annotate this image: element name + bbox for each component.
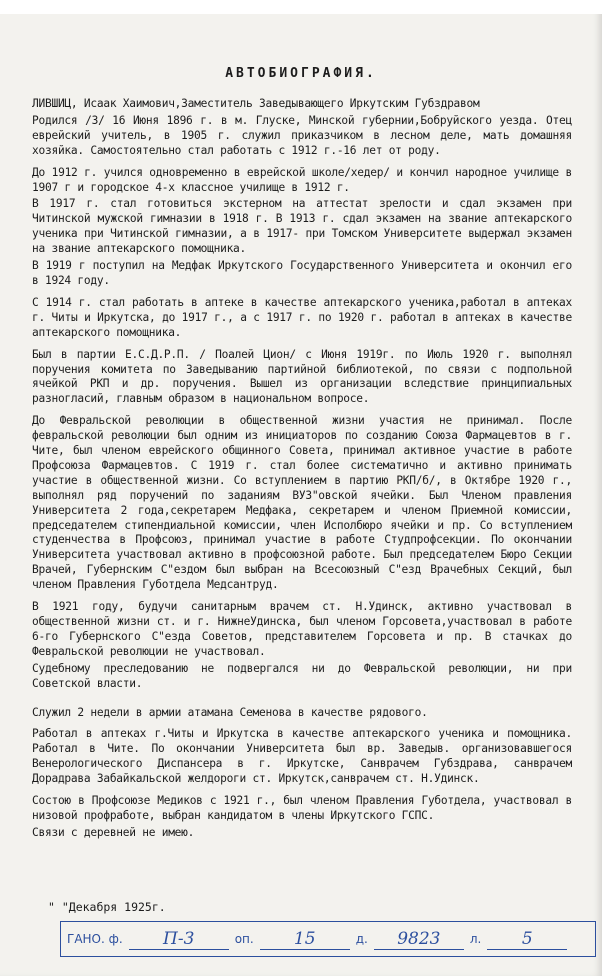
- paragraph-exams: В 1917 г. стал готовиться экстерном на аттестат зрелости и сдал экзамен при Читинской мужской гимназии в 1918 г. В 1913 г. сдал экзамен на звание аптекарского ученика при Читинской гимназии, а в 1917- при Томском Университете выдержал экзамен на звание аптекарского помощника.: [32, 197, 572, 256]
- archive-fond-value: П-3: [129, 929, 229, 950]
- archive-delo-value: 9823: [374, 929, 464, 950]
- archive-list-label: л.: [469, 932, 482, 946]
- paragraph-birth: Родился /3/ 16 Июня 1896 г. в м. Глуске, Минской губернии,Бобруйского уезда. Отец еврейский учитель, в 1905 г. служил приказчиком в лесном деле, мать домашняя хозяйка. Самостоятельно стал работать с 1912 г.-16 лет от роду.: [32, 113, 572, 157]
- archive-list-value: 5: [487, 929, 567, 950]
- paragraph-education: До 1912 г. учился одновременно в еврейской школе/хедер/ и кончил народное училище в 1907 г и городское 4-х классное училище в 1912 г.: [32, 165, 572, 194]
- paragraph-party: Был в партии Е.С.Д.Р.П. / Поалей Цион/ с Июня 1919г. по Июль 1920 г. выполнял поручения комитета по Заведыванию партийной библиотекой, по связи с подпольной ячейкой РКП и др. поручения. Вышел из организации вследствие принципиальных разногласий, главным образом в национальном вопросе.: [32, 347, 572, 406]
- archive-stamp: [60, 921, 596, 957]
- document-body: [32, 97, 572, 848]
- paragraph-army: Служил 2 недели в армии атамана Семенова в качестве рядового.: [32, 705, 428, 719]
- archive-opis-label: оп.: [234, 932, 254, 946]
- paragraph-university: В 1919 г поступил на Медфак Иркутского Государственного Университета и окончил его в 1924 году.: [32, 259, 572, 287]
- paragraph-village: Связи с деревней не имею.: [32, 825, 195, 839]
- paragraph-pharmacy-work: С 1914 г. стал работать в аптеке в качестве аптекарского ученика,работал в аптеках г. Читы и Иркутска, до 1917 г., а с 1917 г. по 1920 г. работал в аптеках в качестве аптекарского помощника.: [32, 295, 572, 339]
- paragraph-union: Состою в Профсоюзе Медиков с 1921 г., был членом Правления Губотдела, участвовал в низовой профработе, выбран кандидатом в члены Иркутского ГСПС.: [32, 794, 572, 822]
- paragraph-public-life: До Февральской революции в общественной жизни участия не принимал. После февральской революции был одним из инициаторов по созданию Союза Фармацевтов в г. Чите, был членом еврейского общинного Совета, принимал активное участие в работе Профсоюза Фармацевтов. С 1919 г. стал более систематично и активно принимать участие в общественной жизни. Со вступлением в партию РКП/б/, в Октябре 1920 г., выполнял ряд поручений по заданиям ВУЗ"овской ячейки. Был Членом правления Университета 2 года,секретарем Медфака, секретарем и членом Приемной комиссии, председателем стипендиальной комиссии, член Исполбюро ячейки и пр. Со вступлением студенчества в Профсоюз, принимал участие в работе Студпрофсекции. По окончании Университета участвовал активно в профсоюзной работе. Был председателем Бюро Секции Врачей, Губернским С"ездом был выбран на Всесоюзный С"езд Врачебных Секций, был членом Правления Губотдела Медсантруд.: [32, 414, 572, 592]
- paragraph-header: ЛИВШИЦ, Исаак Хаимович,Заместитель Заведывающего Иркутским Губздравом: [32, 97, 480, 110]
- paragraph-prosecution: Судебному преследованию не подвергался ни до Февральской революции, ни при Советской власти.: [32, 661, 572, 690]
- document-title: АВТОБИОГРАФИЯ.: [225, 66, 377, 81]
- paragraph-work-summary: Работал в аптеках г.Читы и Иркутска в качестве аптекарского ученика и помощника. Работал в Чите. По окончании Университета был вр. Заведыв. организовавшегося Венерологического Диспансера в г. Иркутске, Санврачем Губздрава, санврачем Дорадрава Забайкальской желдороги ст. Иркутск,санврачем ст. Н.Удинск.: [32, 727, 572, 786]
- archive-fond-label: ГАНО. ф.: [67, 932, 123, 946]
- paragraph-1921: В 1921 году, будучи санитарным врачем ст. Н.Удинск, активно участвовал в общественной жизни ст. и г. НижнеУдинска, был членом Горсовета,участвовал в работе 6-го Губернского С"езда Советов, представителем Горсовета и пр. В стачках до Февральской революции не участвовал.: [32, 600, 572, 658]
- scan-top-margin: [0, 0, 602, 14]
- archive-delo-label: д.: [355, 932, 368, 946]
- signature-date: " "Декабря 1925г.: [48, 900, 166, 914]
- archive-opis-value: 15: [260, 929, 350, 950]
